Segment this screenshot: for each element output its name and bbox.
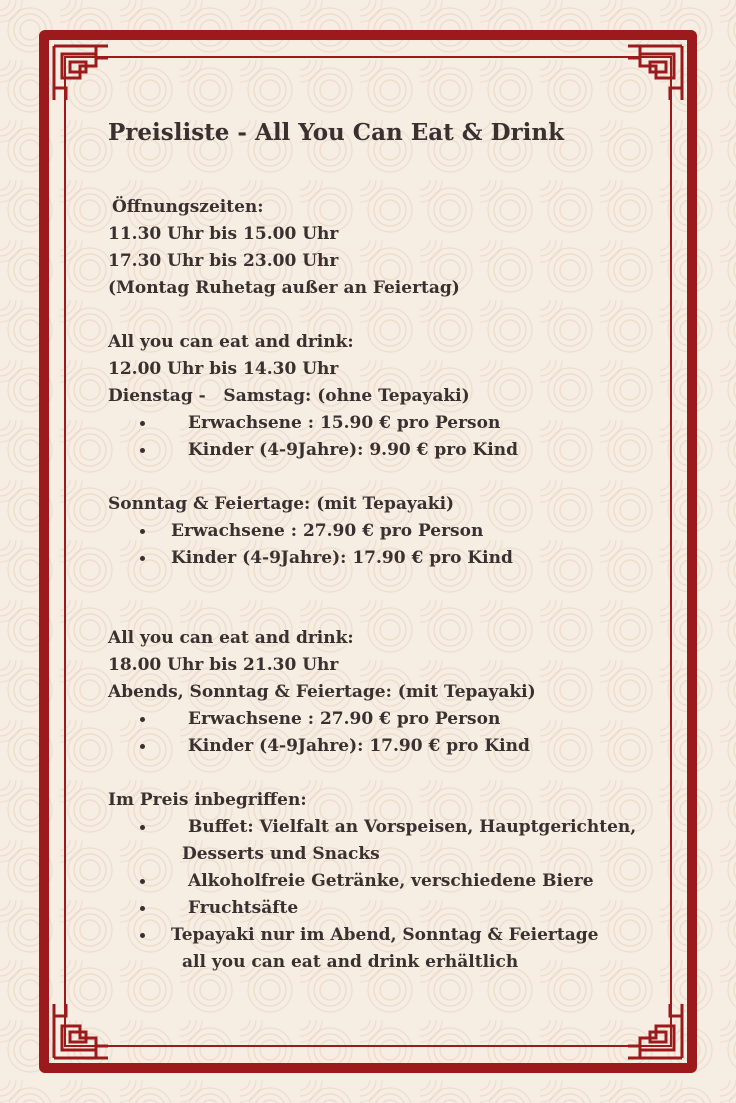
list-item: Buffet: Vielfalt an Vorspeisen, Hauptgerichten,: [108, 814, 688, 841]
list-item: Kinder (4-9Jahre): 17.90 € pro Kind: [108, 545, 688, 572]
included-heading: Im Preis inbegriffen:: [108, 790, 307, 810]
list-item: Erwachsene : 27.90 € pro Person: [108, 706, 688, 733]
list-item: Tepayaki nur im Abend, Sonntag & Feiertage: [108, 922, 688, 949]
list-item-continuation: all you can eat and drink erhältlich: [182, 952, 519, 972]
sunday-heading: Sonntag & Feiertage: (mit Tepayaki): [108, 494, 455, 514]
corner-ornament-icon: [624, 1000, 686, 1062]
list-item: Fruchtsäfte: [108, 895, 688, 922]
page-title: Preisliste - All You Can Eat & Drink: [108, 119, 565, 146]
opening-line: 17.30 Uhr bis 23.00 Uhr: [108, 251, 339, 271]
opening-line: (Montag Ruhetag außer an Feiertag): [108, 278, 460, 298]
list-item: Alkoholfreie Getränke, verschiedene Biere: [108, 868, 688, 895]
evening-heading: All you can eat and drink:: [108, 628, 354, 648]
corner-ornament-icon: [624, 42, 686, 104]
list-item: Erwachsene : 27.90 € pro Person: [108, 518, 688, 545]
lunch-heading: All you can eat and drink:: [108, 332, 354, 352]
opening-line: 11.30 Uhr bis 15.00 Uhr: [108, 224, 339, 244]
price-list: [108, 118, 688, 976]
lunch-days: Dienstag - Samstag: (ohne Tepayaki): [108, 386, 470, 406]
corner-ornament-icon: [50, 42, 112, 104]
opening-heading: Öffnungszeiten:: [112, 197, 264, 217]
list-item-continuation: Desserts und Snacks: [182, 844, 380, 864]
evening-time: 18.00 Uhr bis 21.30 Uhr: [108, 655, 339, 675]
list-item: Erwachsene : 15.90 € pro Person: [108, 410, 688, 437]
list-item: Kinder (4-9Jahre): 9.90 € pro Kind: [108, 437, 688, 464]
evening-days: Abends, Sonntag & Feiertage: (mit Tepayaki): [108, 682, 536, 702]
corner-ornament-icon: [50, 1000, 112, 1062]
list-item: Kinder (4-9Jahre): 17.90 € pro Kind: [108, 733, 688, 760]
lunch-time: 12.00 Uhr bis 14.30 Uhr: [108, 359, 339, 379]
